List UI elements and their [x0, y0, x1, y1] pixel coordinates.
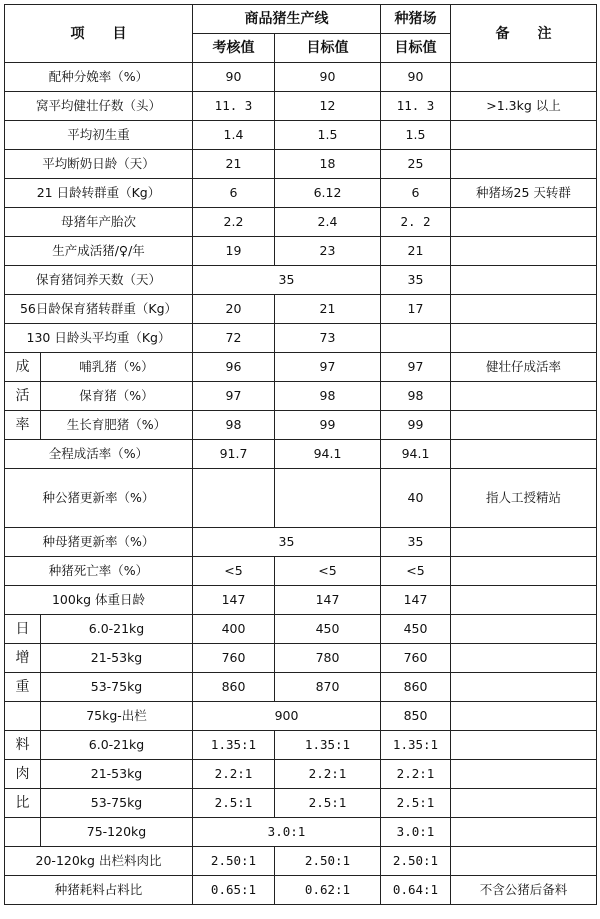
- cell-target: 2.50:1: [275, 847, 381, 876]
- row-label: 100kg 体重日龄: [5, 586, 193, 615]
- table-container: [4, 4, 597, 905]
- table-row: [5, 440, 597, 469]
- header-commercial-line: 商品猪生产线: [193, 5, 381, 34]
- table-row: [5, 644, 597, 673]
- table-row: [5, 382, 597, 411]
- cell-target: 23: [275, 237, 381, 266]
- row-label: 6.0-21kg: [41, 615, 193, 644]
- group-char-daily-gain: 日: [5, 615, 41, 644]
- cell-assess: 1.4: [193, 121, 275, 150]
- cell-assess: 147: [193, 586, 275, 615]
- cell-note: [451, 586, 597, 615]
- cell-merged: 900: [193, 702, 381, 731]
- cell-farm: 40: [381, 469, 451, 528]
- cell-note: [451, 789, 597, 818]
- cell-assess: 1.35:1: [193, 731, 275, 760]
- cell-target: 73: [275, 324, 381, 353]
- cell-target: 2.2:1: [275, 760, 381, 789]
- cell-note: [451, 121, 597, 150]
- cell-assess: 0.65:1: [193, 876, 275, 905]
- table-row: [5, 353, 597, 382]
- cell-note: [451, 644, 597, 673]
- table-row: [5, 818, 597, 847]
- group-char-empty: [5, 702, 41, 731]
- table-row: [5, 208, 597, 237]
- table-row: [5, 266, 597, 295]
- table-row: [5, 121, 597, 150]
- cell-note: [451, 411, 597, 440]
- cell-target: 1.35:1: [275, 731, 381, 760]
- table-row: [5, 876, 597, 905]
- cell-farm: 0.64:1: [381, 876, 451, 905]
- cell-farm: 94.1: [381, 440, 451, 469]
- cell-note: [451, 557, 597, 586]
- cell-farm: <5: [381, 557, 451, 586]
- cell-assess: 400: [193, 615, 275, 644]
- cell-assess: 2.50:1: [193, 847, 275, 876]
- cell-farm: 860: [381, 673, 451, 702]
- cell-target: 12: [275, 92, 381, 121]
- cell-target: 18: [275, 150, 381, 179]
- table-row: [5, 789, 597, 818]
- cell-target: 99: [275, 411, 381, 440]
- cell-farm: 2.50:1: [381, 847, 451, 876]
- cell-target: 870: [275, 673, 381, 702]
- cell-target: 450: [275, 615, 381, 644]
- table-row: [5, 237, 597, 266]
- cell-assess: 98: [193, 411, 275, 440]
- cell-assess: <5: [193, 557, 275, 586]
- row-label: 哺乳猪（%）: [41, 353, 193, 382]
- cell-merged: 3.0:1: [193, 818, 381, 847]
- cell-farm: 3.0:1: [381, 818, 451, 847]
- row-label: 53-75kg: [41, 673, 193, 702]
- cell-note: [451, 615, 597, 644]
- cell-note: [451, 382, 597, 411]
- group-char-feed-ratio: 料: [5, 731, 41, 760]
- row-label: 21-53kg: [41, 760, 193, 789]
- row-label: 种母猪更新率（%）: [5, 528, 193, 557]
- cell-assess: 97: [193, 382, 275, 411]
- cell-note: 种猪场25 天转群: [451, 179, 597, 208]
- table-row: [5, 528, 597, 557]
- cell-target: 1.5: [275, 121, 381, 150]
- cell-note: 指人工授精站: [451, 469, 597, 528]
- cell-farm: 11. 3: [381, 92, 451, 121]
- cell-target: 147: [275, 586, 381, 615]
- cell-note: 不含公猪后备料: [451, 876, 597, 905]
- header-breeding-target-value: 目标值: [381, 34, 451, 63]
- cell-farm: [381, 324, 451, 353]
- row-label: 56日龄保育猪转群重（Kg）: [5, 295, 193, 324]
- pig-production-targets-table: [4, 4, 597, 905]
- row-label: 配种分娩率（%）: [5, 63, 193, 92]
- row-label: 75-120kg: [41, 818, 193, 847]
- table-row: [5, 847, 597, 876]
- cell-note: [451, 760, 597, 789]
- cell-farm: 1.5: [381, 121, 451, 150]
- table-row: [5, 92, 597, 121]
- cell-note: >1.3kg 以上: [451, 92, 597, 121]
- cell-farm: 6: [381, 179, 451, 208]
- row-label: 6.0-21kg: [41, 731, 193, 760]
- cell-farm: 99: [381, 411, 451, 440]
- cell-target: 2.4: [275, 208, 381, 237]
- cell-note: [451, 440, 597, 469]
- cell-note: [451, 702, 597, 731]
- cell-note: [451, 528, 597, 557]
- cell-assess: 90: [193, 63, 275, 92]
- row-label: 保育猪（%）: [41, 382, 193, 411]
- cell-merged: 35: [193, 266, 381, 295]
- row-label: 130 日龄头平均重（Kg）: [5, 324, 193, 353]
- row-label: 平均断奶日龄（天）: [5, 150, 193, 179]
- group-char-survival: 活: [5, 382, 41, 411]
- row-label: 保育猪饲养天数（天）: [5, 266, 193, 295]
- cell-assess: 11. 3: [193, 92, 275, 121]
- cell-farm: 2.5:1: [381, 789, 451, 818]
- table-row: [5, 702, 597, 731]
- group-char-survival: 成: [5, 353, 41, 382]
- cell-target: 98: [275, 382, 381, 411]
- header-target-value: 目标值: [275, 34, 381, 63]
- cell-target: [275, 469, 381, 528]
- cell-note: 健壮仔成活率: [451, 353, 597, 382]
- cell-farm: 97: [381, 353, 451, 382]
- cell-note: [451, 731, 597, 760]
- cell-target: <5: [275, 557, 381, 586]
- cell-assess: [193, 469, 275, 528]
- cell-assess: 860: [193, 673, 275, 702]
- row-label: 窝平均健壮仔数（头）: [5, 92, 193, 121]
- cell-target: 90: [275, 63, 381, 92]
- cell-merged: 35: [193, 528, 381, 557]
- group-char-feed-ratio: 肉: [5, 760, 41, 789]
- cell-note: [451, 63, 597, 92]
- row-label: 母猪年产胎次: [5, 208, 193, 237]
- table-row: [5, 557, 597, 586]
- cell-farm: 98: [381, 382, 451, 411]
- cell-note: [451, 150, 597, 179]
- cell-assess: 20: [193, 295, 275, 324]
- cell-assess: 19: [193, 237, 275, 266]
- cell-note: [451, 295, 597, 324]
- table-row: [5, 586, 597, 615]
- header-remarks: 备 注: [451, 5, 597, 63]
- cell-target: 6.12: [275, 179, 381, 208]
- cell-farm: 21: [381, 237, 451, 266]
- cell-target: 97: [275, 353, 381, 382]
- table-row: [5, 760, 597, 789]
- cell-farm: 2. 2: [381, 208, 451, 237]
- row-label: 生长育肥猪（%）: [41, 411, 193, 440]
- table-row: [5, 295, 597, 324]
- group-char-daily-gain: 重: [5, 673, 41, 702]
- group-char-survival: 率: [5, 411, 41, 440]
- row-label: 全程成活率（%）: [5, 440, 193, 469]
- row-label: 20-120kg 出栏料肉比: [5, 847, 193, 876]
- row-label: 生产成活猪/♀/年: [5, 237, 193, 266]
- group-char-daily-gain: 增: [5, 644, 41, 673]
- cell-farm: 35: [381, 528, 451, 557]
- cell-assess: 21: [193, 150, 275, 179]
- cell-note: [451, 847, 597, 876]
- cell-assess: 2.5:1: [193, 789, 275, 818]
- cell-assess: 2.2:1: [193, 760, 275, 789]
- cell-farm: 1.35:1: [381, 731, 451, 760]
- table-row: [5, 673, 597, 702]
- cell-assess: 96: [193, 353, 275, 382]
- cell-note: [451, 673, 597, 702]
- table-row: [5, 179, 597, 208]
- cell-farm: 90: [381, 63, 451, 92]
- table-row: [5, 411, 597, 440]
- table-row: [5, 469, 597, 528]
- table-row: [5, 150, 597, 179]
- row-label: 21-53kg: [41, 644, 193, 673]
- cell-target: 94.1: [275, 440, 381, 469]
- cell-note: [451, 266, 597, 295]
- table-row: [5, 324, 597, 353]
- row-label: 53-75kg: [41, 789, 193, 818]
- cell-assess: 760: [193, 644, 275, 673]
- cell-target: 21: [275, 295, 381, 324]
- cell-assess: 2.2: [193, 208, 275, 237]
- cell-farm: 2.2:1: [381, 760, 451, 789]
- cell-target: 2.5:1: [275, 789, 381, 818]
- group-char-feed-ratio: 比: [5, 789, 41, 818]
- cell-farm: 25: [381, 150, 451, 179]
- cell-note: [451, 324, 597, 353]
- cell-farm: 450: [381, 615, 451, 644]
- cell-farm: 35: [381, 266, 451, 295]
- table-row: [5, 615, 597, 644]
- cell-farm: 850: [381, 702, 451, 731]
- row-label: 种猪死亡率（%）: [5, 557, 193, 586]
- cell-note: [451, 237, 597, 266]
- cell-farm: 17: [381, 295, 451, 324]
- group-char-empty: [5, 818, 41, 847]
- cell-farm: 760: [381, 644, 451, 673]
- row-label: 21 日龄转群重（Kg）: [5, 179, 193, 208]
- cell-target: 0.62:1: [275, 876, 381, 905]
- row-label: 75kg-出栏: [41, 702, 193, 731]
- cell-note: [451, 208, 597, 237]
- header-item: 项 目: [5, 5, 193, 63]
- cell-assess: 6: [193, 179, 275, 208]
- cell-note: [451, 818, 597, 847]
- table-row: [5, 731, 597, 760]
- row-label: 平均初生重: [5, 121, 193, 150]
- cell-target: 780: [275, 644, 381, 673]
- table-row: [5, 63, 597, 92]
- row-label: 种公猪更新率（%）: [5, 469, 193, 528]
- row-label: 种猪耗料占料比: [5, 876, 193, 905]
- cell-farm: 147: [381, 586, 451, 615]
- cell-assess: 72: [193, 324, 275, 353]
- header-assessment-value: 考核值: [193, 34, 275, 63]
- cell-assess: 91.7: [193, 440, 275, 469]
- header-breeding-farm: 种猪场: [381, 5, 451, 34]
